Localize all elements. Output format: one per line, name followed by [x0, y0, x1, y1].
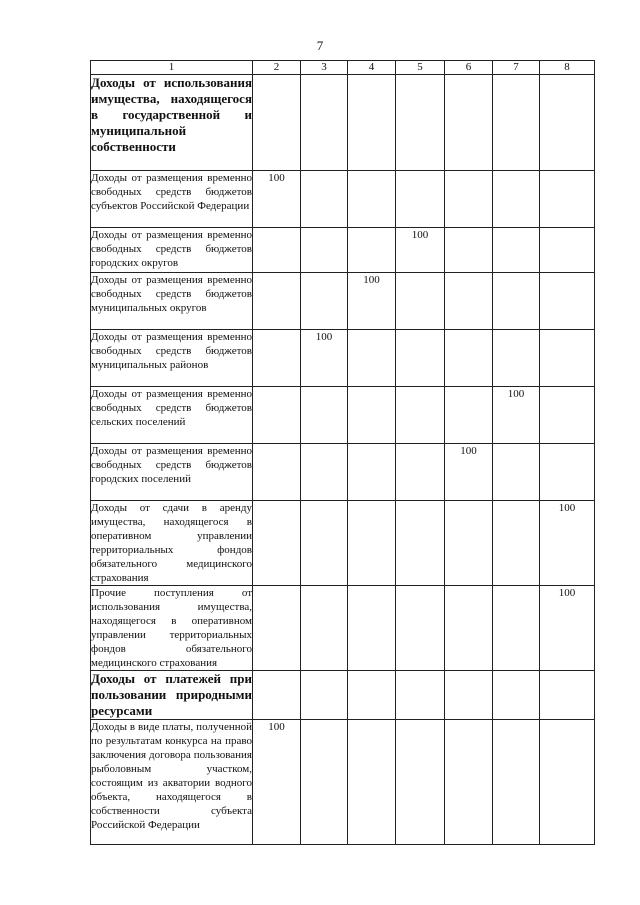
- section-heading-cell: [91, 671, 253, 720]
- value-cell: [445, 586, 493, 671]
- value-cell: [493, 586, 540, 671]
- value-cell: [253, 75, 301, 171]
- value-cell: 100: [540, 586, 595, 671]
- value-cell: [445, 501, 493, 586]
- value-cell: [540, 444, 595, 501]
- value-cell: [540, 330, 595, 387]
- value-cell: [493, 501, 540, 586]
- row-label: Доходы от размещения временно свободных средств бюджетов муниципальных округов: [91, 274, 252, 314]
- row-label-cell: [91, 586, 253, 671]
- value-cell: [493, 171, 540, 228]
- value-cell: [445, 671, 493, 720]
- row-label: Доходы от размещения временно свободных средств бюджетов городских округов: [91, 229, 252, 269]
- value-cell: [348, 228, 396, 273]
- value-cell: [348, 330, 396, 387]
- value-cell: [445, 228, 493, 273]
- value-cell: [540, 228, 595, 273]
- column-header: 7: [493, 61, 540, 75]
- table-row: [91, 720, 595, 845]
- row-label: Прочие поступления от использования имущества, находящегося в оперативном управлении территориальных фондов обязательного медицинского страхования: [91, 587, 252, 669]
- column-header: 5: [396, 61, 445, 75]
- value-cell: [396, 586, 445, 671]
- value-cell: [253, 273, 301, 330]
- value-cell: [493, 671, 540, 720]
- value-cell: [540, 720, 595, 845]
- value-cell: [540, 387, 595, 444]
- value-cell: [540, 671, 595, 720]
- table-row: [91, 387, 595, 444]
- table-row: [91, 228, 595, 273]
- value-cell: [493, 273, 540, 330]
- value-cell: [493, 75, 540, 171]
- table-row: [91, 171, 595, 228]
- table-row: [91, 444, 595, 501]
- value-cell: [396, 273, 445, 330]
- value-cell: 100: [253, 720, 301, 845]
- value-cell: 100: [253, 171, 301, 228]
- value-cell: [396, 171, 445, 228]
- row-label: Доходы от сдачи в аренду имущества, находящегося в оперативном управлении территориальных фондов обязательного медицинского страхования: [91, 502, 252, 584]
- section-heading-cell: [91, 75, 253, 171]
- value-cell: [348, 671, 396, 720]
- value-cell: [348, 720, 396, 845]
- value-cell: [445, 720, 493, 845]
- column-header: 6: [445, 61, 493, 75]
- row-label-cell: [91, 171, 253, 228]
- value-cell: [253, 330, 301, 387]
- value-cell: [396, 501, 445, 586]
- value-cell: [253, 671, 301, 720]
- value-cell: [396, 75, 445, 171]
- value-cell: [540, 171, 595, 228]
- table-row: [91, 273, 595, 330]
- value-cell: [540, 75, 595, 171]
- value-cell: [493, 330, 540, 387]
- value-cell: 100: [348, 273, 396, 330]
- value-cell: [493, 444, 540, 501]
- row-label: Доходы от платежей при пользовании природными ресурсами: [91, 671, 252, 718]
- value-cell: [396, 671, 445, 720]
- row-label-cell: [91, 228, 253, 273]
- row-label: Доходы от размещения временно свободных средств бюджетов городских поселений: [91, 445, 252, 485]
- value-cell: [493, 720, 540, 845]
- value-cell: [348, 387, 396, 444]
- column-header: 4: [348, 61, 396, 75]
- value-cell: [445, 330, 493, 387]
- value-cell: [253, 501, 301, 586]
- value-cell: [253, 228, 301, 273]
- value-cell: 100: [445, 444, 493, 501]
- value-cell: 100: [396, 228, 445, 273]
- page-number: 7: [316, 38, 324, 53]
- table-row: [91, 501, 595, 586]
- row-label: Доходы от размещения временно свободных средств бюджетов субъектов Российской Федерации: [91, 172, 252, 212]
- value-cell: [348, 501, 396, 586]
- row-label-cell: [91, 330, 253, 387]
- column-header: 2: [253, 61, 301, 75]
- value-cell: [396, 387, 445, 444]
- value-cell: [301, 444, 348, 501]
- row-label-cell: [91, 720, 253, 845]
- row-label: Доходы в виде платы, полученной по результатам конкурса на право заключения договора пользования рыболовным участком, состоящим из акватории водного объекта, находящегося в собственности субъекта Российской Федерации: [91, 721, 252, 831]
- value-cell: [445, 75, 493, 171]
- value-cell: [253, 444, 301, 501]
- row-label: Доходы от размещения временно свободных средств бюджетов муниципальных районов: [91, 331, 252, 371]
- value-cell: [301, 273, 348, 330]
- value-cell: [348, 444, 396, 501]
- table-row: [91, 586, 595, 671]
- value-cell: [301, 720, 348, 845]
- value-cell: [445, 273, 493, 330]
- row-label: Доходы от использования имущества, находящегося в государственной и муниципальной собственности: [91, 75, 252, 154]
- value-cell: 100: [493, 387, 540, 444]
- value-cell: [253, 387, 301, 444]
- value-cell: 100: [301, 330, 348, 387]
- row-label-cell: [91, 273, 253, 330]
- row-label-cell: [91, 387, 253, 444]
- column-header: 1: [91, 61, 253, 75]
- value-cell: [301, 387, 348, 444]
- value-cell: [253, 586, 301, 671]
- value-cell: [301, 586, 348, 671]
- value-cell: [348, 586, 396, 671]
- table-row: [91, 75, 595, 171]
- value-cell: [445, 171, 493, 228]
- value-cell: [301, 228, 348, 273]
- value-cell: [540, 273, 595, 330]
- column-header: 3: [301, 61, 348, 75]
- value-cell: [396, 330, 445, 387]
- value-cell: [396, 720, 445, 845]
- row-label: Доходы от размещения временно свободных средств бюджетов сельских поселений: [91, 388, 252, 428]
- row-label-cell: [91, 444, 253, 501]
- value-cell: [301, 501, 348, 586]
- value-cell: [396, 444, 445, 501]
- column-number-row: [91, 61, 595, 75]
- value-cell: [301, 671, 348, 720]
- row-label-cell: [91, 501, 253, 586]
- table-row: [91, 330, 595, 387]
- value-cell: [301, 75, 348, 171]
- value-cell: [348, 171, 396, 228]
- value-cell: [445, 387, 493, 444]
- column-header: 8: [540, 61, 595, 75]
- value-cell: [348, 75, 396, 171]
- value-cell: 100: [540, 501, 595, 586]
- value-cell: [493, 228, 540, 273]
- table-row: [91, 671, 595, 720]
- revenue-distribution-table: [90, 60, 595, 845]
- value-cell: [301, 171, 348, 228]
